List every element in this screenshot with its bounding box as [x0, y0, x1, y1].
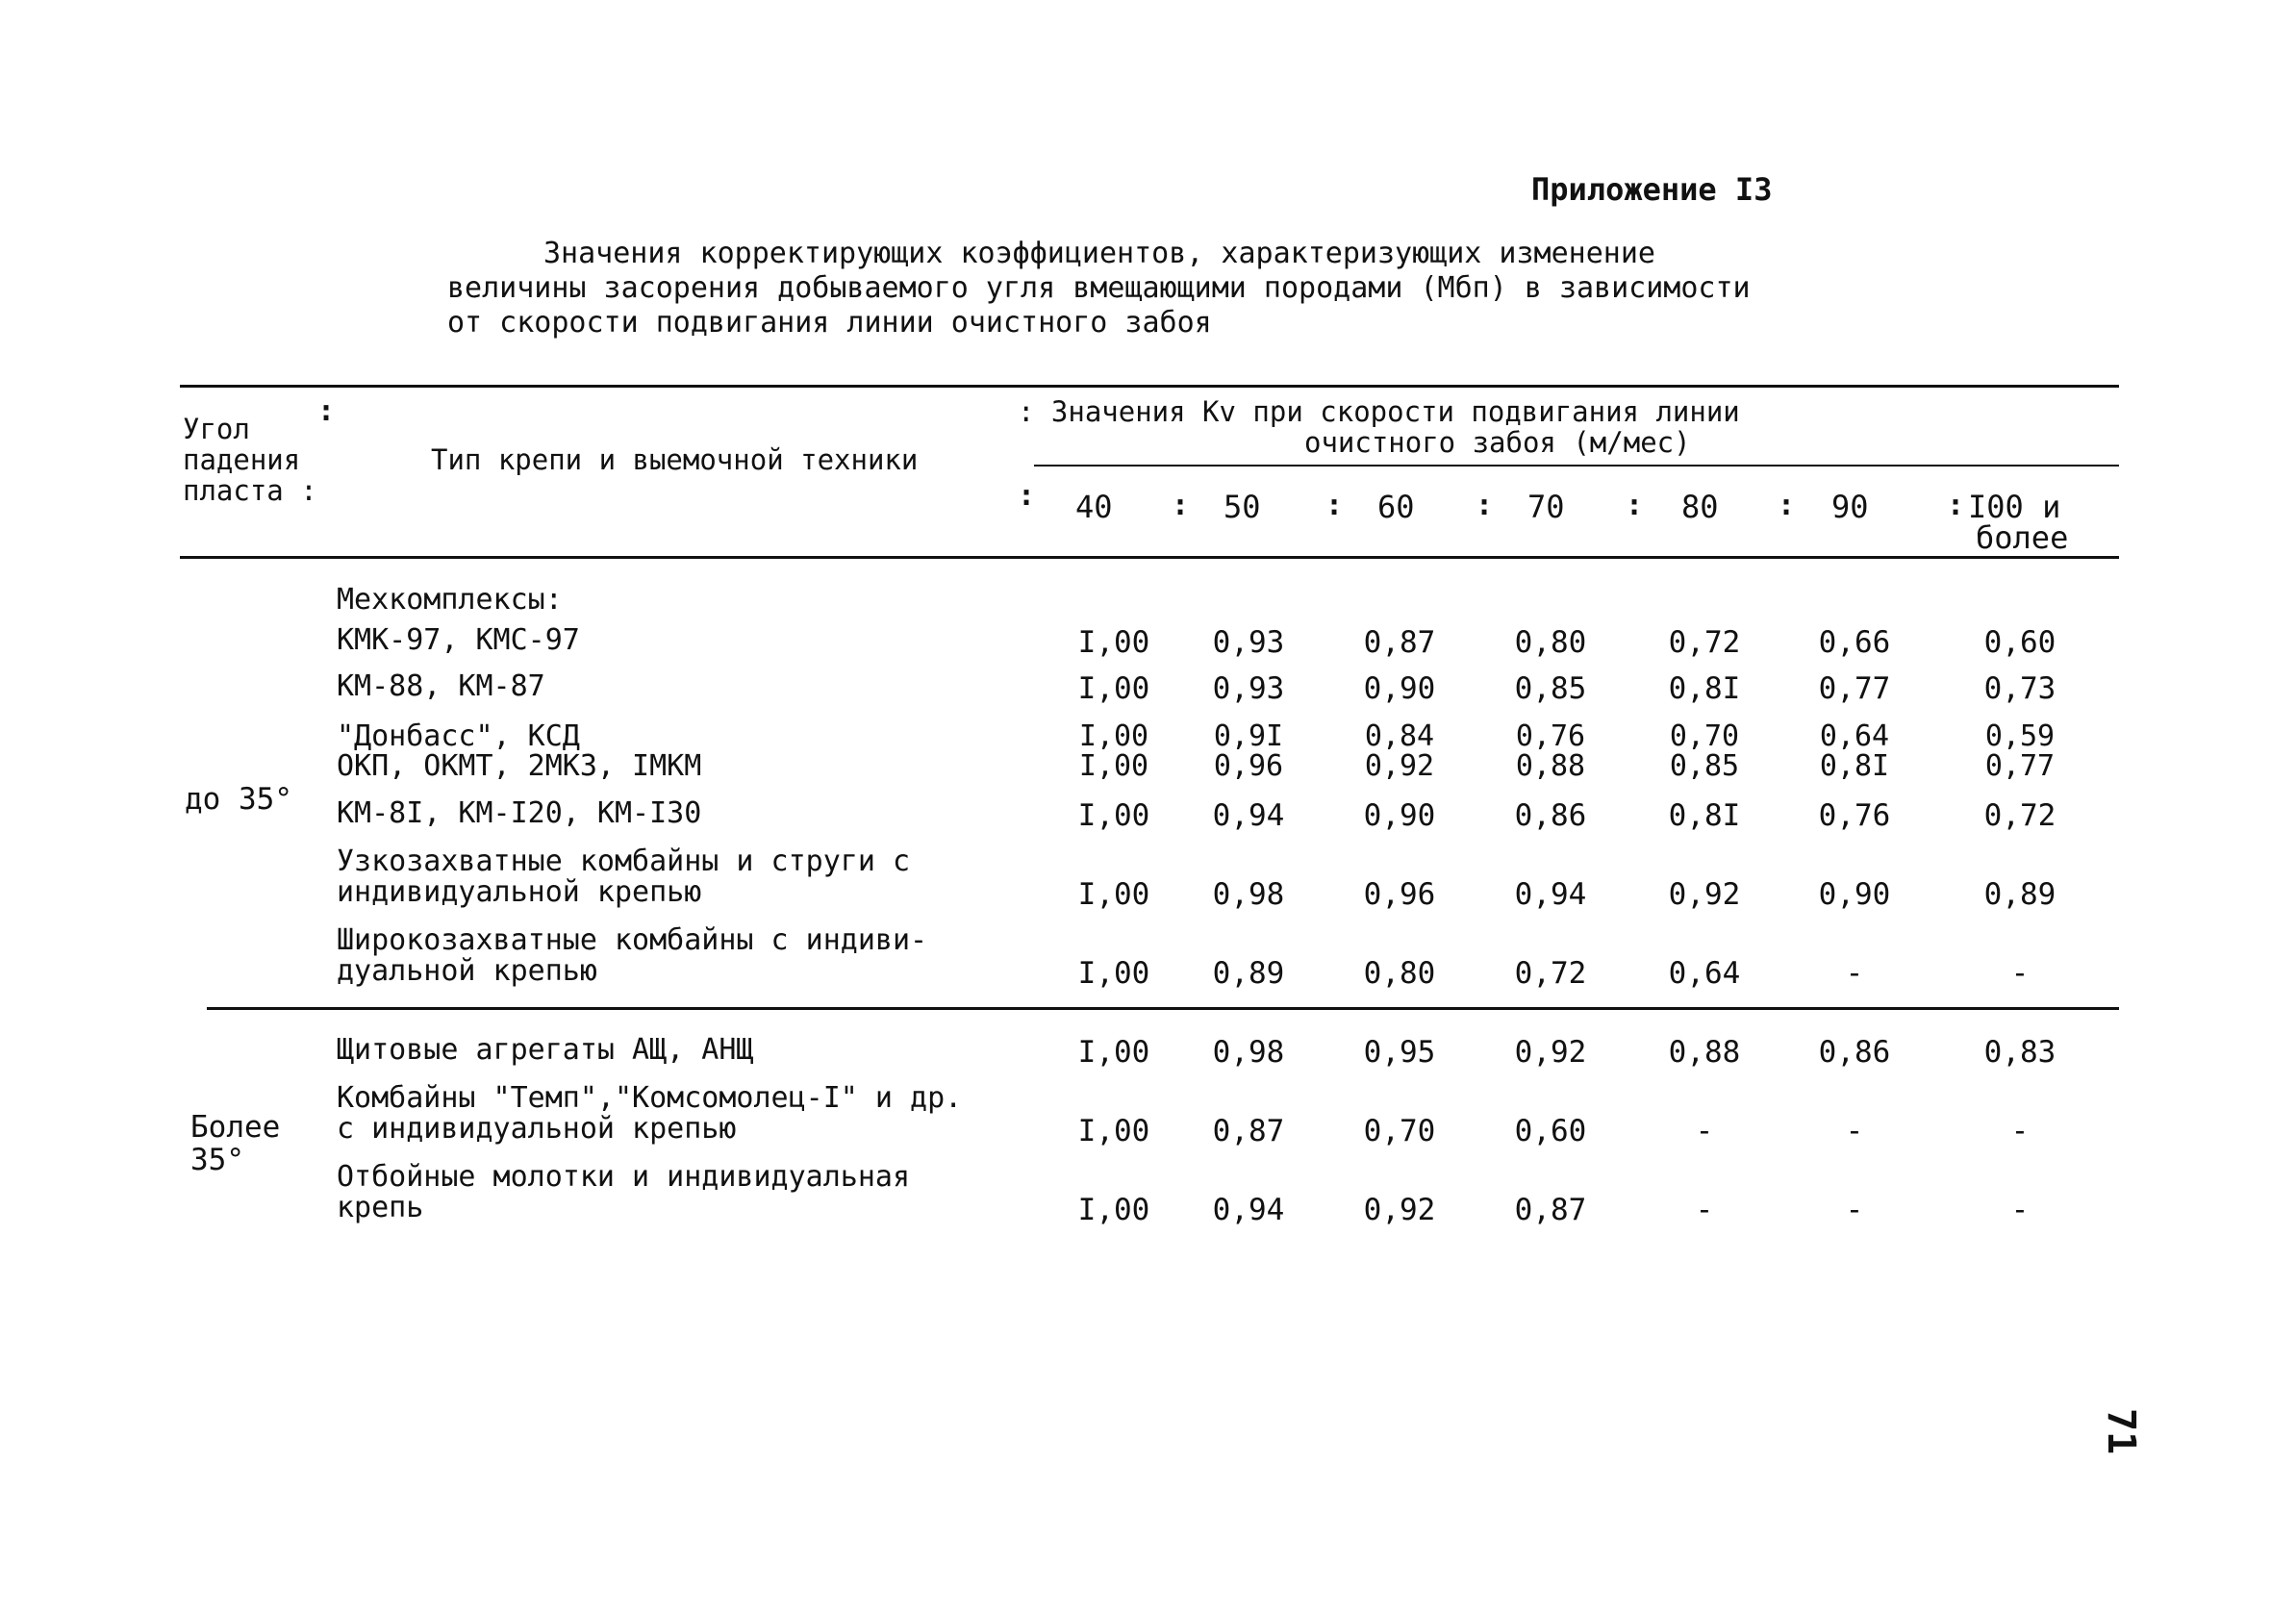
value-cell: - [1695, 1193, 1714, 1227]
value-cell: - [2010, 956, 2030, 991]
value-cell: 0,92 [1668, 877, 1741, 912]
value-cell: 0,87 [1363, 625, 1436, 660]
value-cell: 0,70 [1363, 1114, 1436, 1148]
group1-angle: до 35° [185, 782, 292, 817]
value-cell: 0,8I [1668, 671, 1741, 706]
value-cell: 0,84 [1364, 719, 1435, 753]
group1-title: Мехкомплексы: [337, 583, 563, 617]
header-angle-line-3: пласта : [183, 474, 317, 507]
header-angle-line-1: Угол [183, 413, 250, 445]
speed-50: 50 [1224, 489, 1261, 525]
value-cell: 0,86 [1514, 798, 1587, 833]
value-cell: I,00 [1078, 719, 1149, 753]
value-cell: 0,94 [1212, 798, 1285, 833]
value-cell: 0,90 [1363, 671, 1436, 706]
speed-separator: : [1778, 489, 1796, 522]
value-cell: 0,73 [1983, 671, 2056, 706]
row-label: КМ-8I, КМ-I20, КМ-I30 [337, 796, 702, 830]
header-kv-line-2: очистного забоя (м/мес) [1304, 426, 1691, 459]
value-cell: 0,92 [1364, 749, 1435, 783]
value-cell: 0,64 [1668, 956, 1741, 991]
caption-line-1: Значения корректирующих коэффициентов, характеризующих изменение [543, 237, 1655, 270]
value-cell: 0,93 [1212, 625, 1285, 660]
speed-70: 70 [1527, 489, 1565, 525]
value-cell: 0,98 [1212, 1035, 1285, 1070]
speed-80: 80 [1681, 489, 1719, 525]
caption-line-3: от скорости подвигания линии очистного забоя [447, 306, 1212, 340]
speed-separator: : [1947, 489, 1965, 522]
value-cell: 0,76 [1515, 719, 1586, 753]
value-cell: 0,92 [1363, 1193, 1436, 1227]
kv-underline-rule [1034, 465, 2119, 467]
value-cell: 0,60 [1983, 625, 2056, 660]
value-cell: 0,96 [1213, 749, 1284, 783]
value-cell: 0,90 [1363, 798, 1436, 833]
row-label: "Донбасс", КСД [337, 719, 580, 753]
row-label: индивидуальной крепью [337, 875, 702, 909]
caption-line-2: величины засорения добываемого угля вмещающими породами (Мбп) в зависимости [447, 271, 1751, 305]
value-cell: 0,85 [1514, 671, 1587, 706]
speed-60: 60 [1377, 489, 1415, 525]
speed-40: 40 [1075, 489, 1113, 525]
speed-separator: : [1626, 489, 1644, 522]
appendix-label: Приложение I3 [1531, 171, 1773, 208]
value-cell: 0,66 [1818, 625, 1891, 660]
value-cell: I,00 [1077, 1193, 1150, 1227]
value-cell: 0,77 [1984, 749, 2056, 783]
value-cell: 0,96 [1363, 877, 1436, 912]
value-cell: I,00 [1077, 671, 1150, 706]
value-cell: 0,93 [1212, 671, 1285, 706]
value-cell: - [1845, 1193, 1864, 1227]
value-cell: 0,59 [1984, 719, 2056, 753]
header-type: Тип крепи и выемочной техники [431, 443, 919, 476]
row-label: с индивидуальной крепью [337, 1112, 737, 1146]
row-label: Широкозахватные комбайны с индиви- [337, 923, 928, 957]
value-cell: 0,72 [1983, 798, 2056, 833]
table-top-rule [180, 385, 2119, 388]
value-cell: 0,89 [1212, 956, 1285, 991]
value-cell: 0,80 [1363, 956, 1436, 991]
speed-100-line-2: более [1976, 519, 2069, 556]
row-label: Узкозахватные комбайны и струги с [337, 845, 911, 878]
value-cell: I,00 [1077, 956, 1150, 991]
value-cell: - [1695, 1114, 1714, 1148]
header-angle-colon: : [317, 394, 336, 428]
speed-100-line-1: I00 и [1968, 489, 2061, 525]
value-cell: - [1845, 1114, 1864, 1148]
value-cell: 0,64 [1819, 719, 1890, 753]
row-label: КМ-88, КМ-87 [337, 669, 545, 703]
value-cell: I,00 [1077, 1035, 1150, 1070]
value-cell: I,00 [1077, 625, 1150, 660]
value-cell: 0,60 [1514, 1114, 1587, 1148]
speed-separator: : [1172, 489, 1190, 522]
row-label: Отбойные молотки и индивидуальная [337, 1160, 911, 1194]
value-cell: - [1845, 956, 1864, 991]
speed-90: 90 [1831, 489, 1869, 525]
value-cell: 0,72 [1514, 956, 1587, 991]
value-cell: 0,87 [1212, 1114, 1285, 1148]
speed-separator: : [1476, 489, 1494, 522]
row-label: Комбайны "Темп","Комсомолец-I" и др. [337, 1081, 963, 1115]
row-label: КМК-97, КМС-97 [337, 623, 580, 657]
value-cell: 0,88 [1668, 1035, 1741, 1070]
value-cell: 0,87 [1514, 1193, 1587, 1227]
value-cell: I,00 [1077, 877, 1150, 912]
value-cell: I,00 [1077, 798, 1150, 833]
value-cell: 0,92 [1514, 1035, 1587, 1070]
group-divider-rule [207, 1007, 2119, 1010]
header-col-colon: : [1018, 479, 1036, 513]
row-label: дуальной крепью [337, 954, 597, 988]
value-cell: 0,90 [1818, 877, 1891, 912]
value-cell: I,00 [1078, 749, 1149, 783]
value-cell: 0,98 [1212, 877, 1285, 912]
header-kv-line-1: : Значения Kv при скорости подвигания линии [1018, 395, 1740, 428]
row-label: Щитовые агрегаты АЩ, АНЩ [337, 1033, 754, 1067]
value-cell: 0,70 [1669, 719, 1740, 753]
value-cell: 0,86 [1818, 1035, 1891, 1070]
header-bottom-rule [180, 556, 2119, 559]
speed-separator: : [1325, 489, 1344, 522]
row-label: крепь [337, 1191, 424, 1224]
value-cell: 0,89 [1983, 877, 2056, 912]
value-cell: 0,95 [1363, 1035, 1436, 1070]
value-cell: 0,83 [1983, 1035, 2056, 1070]
value-cell: 0,80 [1514, 625, 1587, 660]
value-cell: 0,94 [1212, 1193, 1285, 1227]
value-cell: I,00 [1077, 1114, 1150, 1148]
value-cell: 0,76 [1818, 798, 1891, 833]
value-cell: - [2010, 1193, 2030, 1227]
value-cell: 0,85 [1669, 749, 1740, 783]
value-cell: 0,94 [1514, 877, 1587, 912]
value-cell: 0,88 [1515, 749, 1586, 783]
group2-angle-line-2: 35° [190, 1143, 244, 1177]
value-cell: 0,8I [1819, 749, 1890, 783]
header-angle-line-2: падения [183, 443, 301, 476]
page-number: 71 [2099, 1408, 2143, 1455]
value-cell: - [2010, 1114, 2030, 1148]
value-cell: 0,9I [1213, 719, 1284, 753]
group2-angle-line-1: Более [190, 1110, 281, 1145]
row-label: ОКП, ОКМТ, 2МКЗ, IМКМ [337, 749, 702, 783]
value-cell: 0,8I [1668, 798, 1741, 833]
value-cell: 0,77 [1818, 671, 1891, 706]
value-cell: 0,72 [1668, 625, 1741, 660]
